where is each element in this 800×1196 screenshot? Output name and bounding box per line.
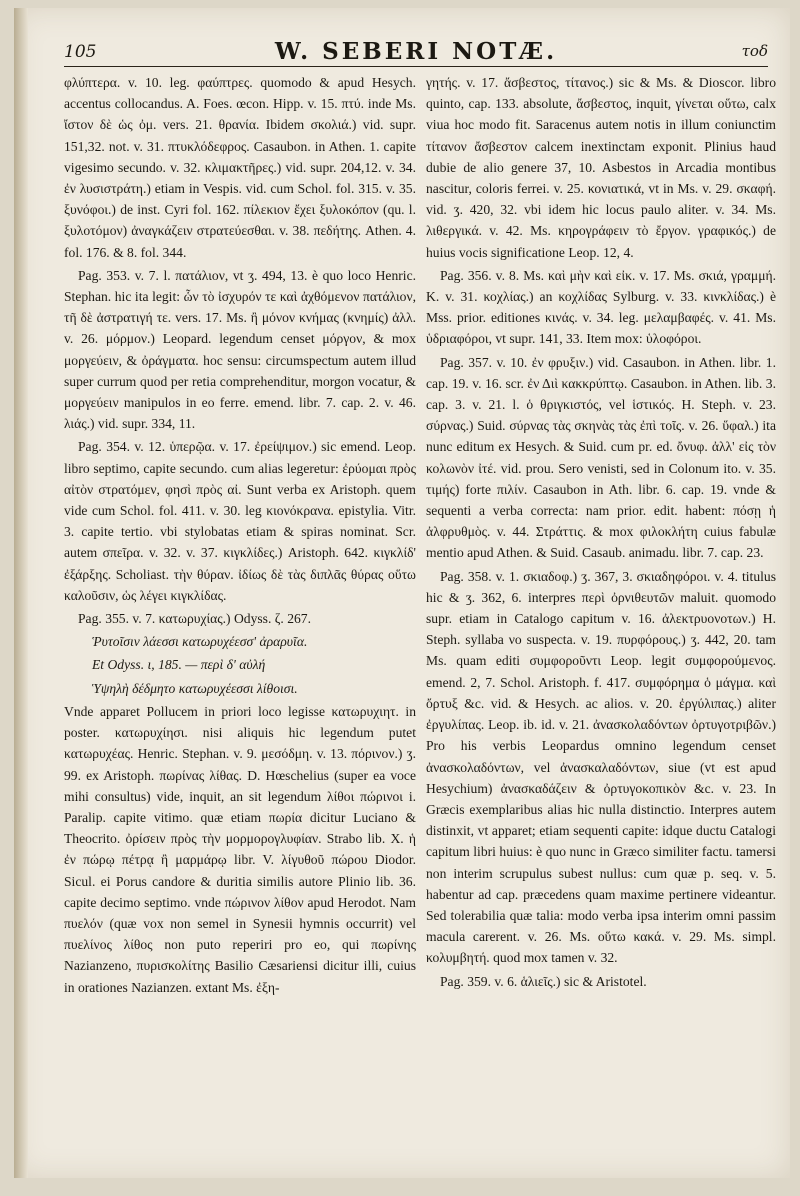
page-gutter-edge: [14, 8, 28, 1178]
verse-quote: Et Odyss. ι, 185. — περὶ δ' αὐλή: [92, 657, 266, 673]
running-title: W. SEBERI NOTÆ.: [274, 38, 558, 65]
book-page: [14, 8, 790, 1178]
note-paragraph: γητής. v. 17. ἄσβεστος, τίτανος.) sic & Ms. & Dioscor. libro quinto, cap. 133. absolute, ἄσβεστος, inquit, γίνεται οὕτω, calx viua hoc modo fit. Saracenus autem notis in illum coniunctim τίτανον ἄσβεστον calcem inextinctam exponit. Plinius haud dubie de alio genere 37, 10. Asbestos in Arcadia montibus nascitur, coloris ferrei. v. 25. κονιατικά, vt in Ms. v. 29. σκαφή. vid. ʒ. 420, 32. vbi idem hic locus paulo aliter. v. 34. Ms. λιθεργικά. v. 42. Ms. κηρογράφειν τὸ ἔργον. γραφικός.) de huius vocis significatione Leop. 12, 4.: [426, 75, 776, 260]
note-paragraph: Pag. 356. v. 8. Ms. καὶ μὴν καὶ εἰκ. v. 17. Ms. σκιά, γραμμή. K. v. 31. κοχλίας.) an κοχλίδας Sylburg. v. 33. κινκλίδας.) è Mss. prior. editiones κινάς. v. 34. leg. μελαμβαφές. v. 41. Ms. ὑδριαφόροι, vt supr. 141, 33. Item mox: ὑλοφόροι.: [426, 267, 776, 347]
note-paragraph: Pag. 354. v. 12. ὑπερῷα. v. 17. ἐρείψιμον.) sic emend. Leop. libro septimo, capite secundo. cum alias legeretur: ἐρύομαι πρὸς αἰτὸν στρατόμεν, φησὶ πρὸς αἰ. Sunt verba ex Aristoph. quem vide cum Schol. fol. 411. v. 30. leg κιονόκρανα. epistylia. Vitr. 3. capite tertio. vbi stylobatas etiam & spiras nominat. Scr. autem σπεῖρα. v. 32. v. 37. κιγκλίδες.) Aristoph. 642. κιγκλίδ' ἐξάρξης. Scholiast. τὴν θύραν. ἰδίως δὲ τὰς διπλᾶς θύρας οὕτω καλοῦσιν, ὡς λέγει κιγκλίδας.: [64, 439, 416, 603]
note-paragraph: Pag. 358. v. 1. σκιαδοφ.) ʒ. 367, 3. σκιαδηφόροι. v. 4. titulus hic & ʒ. 362, 6. interpres περὶ ὀρνιθευτῶν maluit. quomodo supr. etiam in Catalogo capitum v. 16. ἀλεκτρυονοτων.) H. Steph. syllaba νο suspecta. v. 19. πυρφόρους.) ʒ. 442, 20. tam Ms. quam editi συμφοροῦντι Leop. legit συμφορούμενος. emend. 2, 7. Schol. Aristoph. f. 417. συμφόρημα ὁ μάγμα. καὶ ὄρτυξ &c. vid. & Hesych. ac alios. v. 20. ἐργύλιπας.) aliter ἐργυλίπας. Leop. ib. id. v. 21. ἀνασκολαδόντων ὀρτυγοτριβῶν.) Pro his verbis Leopardus omnino legendum censet ἀνασκολαδόντων, vel ἀνασκαλαδόντων, siue (vt est apud Hesychium) ἀνασκαδάζειν & ὀρτυγοκοπικὸν &c. v. 23. In Græcis exemplaribus alias hic nulla distinctio. Interpres autem distinxit, vt apparet; etiam sequenti capite: idque ductu Catalogi capitum libri huius: è quo nunc in Græco similiter factu. tamersi non interim scrupulus subest nullus: cum quæ p. seq. v. 5. habentur ad cap. præcedens quam maxime pertinere videantur. Sed tolerabilia quæ talia: modo verba ipsa interim omni passim macula carerent. v. 26. Ms. οὕτω κακά. v. 29. Ms. simpl. κολυμβητή. quod mox tamen v. 32.: [426, 568, 776, 966]
right-column: [426, 72, 776, 1174]
note-paragraph: Vnde apparet Pollucem in priori loco legisse κατωρυχιητ. in poster. κατωρυχίησι. nisi aliquis hic legendum putet κατωρυχέας. Henric. Stephan. v. 9. μεσόδμη. v. 13. πόρινον.) ʒ. 99. ex Aristoph. πωρίνας λίθας. D. Hœschelius (super ea voce mihi consultus) vide, inquit, an sit legendum λίθοι πώρινοι i. Paralip. capite vitimo. quæ etiam πωρία dicitur Luciano & Theocrito. ὀρίσειν πρὸς τὴν μορμορογλυφίαν. Strabo lib. X. ἡ ἐν πώρῳ πέτρᾳ ἢ μαρμάρῳ libr. V. λίγυθοῦ πώρου Diodor. Sicul. ei Porus candore & duritia similis autore Plinio lib. 36. capite decimo septimo. vnde πώρινον λίθον apud Herodot. Nam πυελόν (quæ vox non semel in Synesii hymnis occurrit) vel πυελίνος λίθος non puto reperiri pro eo, qui πωρίνης Nazianzeno, πυρισκολίτης Basilio Cæsariensi dicitur illi, cuius in orationes Nazianzen. extant Ms. ἐξη-: [64, 703, 416, 995]
verse-quote: Ὑψηλὴ δέδμητο κατωρυχέεσσι λίθοισι.: [92, 680, 298, 696]
note-paragraph: Pag. 353. v. 7. l. πατάλιον, vt ʒ. 494, 13. è quo loco Henric. Stephan. hic ita legit: ὧν τὸ ἰσχυρόν τε καὶ ἀχθόμενον πατάλιον, τῆ δὲ ἀστρατιγή τε. vers. 17. Ms. ἢ μόνον κνήμας (κνημίς) ἀλλ. v. 26. μόρμον.) Leopard. legendum censet μόργον, & mox μοργεύειν, & ὀράγματα. hoc sensu: circumspectum autem illud super currum quod per retia comprehenditur, morgon vocatur, & μοργεύειν manipulos in eo ferre. emend. libr. 7. cap. 2. v. 46. λιάς.) vid. supr. 334, 11.: [64, 267, 416, 432]
page-header: [64, 38, 768, 67]
page-number: 105: [64, 42, 97, 62]
left-column: [64, 72, 416, 1174]
note-paragraph: φλύπτερα. v. 10. leg. φαύπτρες. quomodo & apud Hesych. accentus collocandus. A. Foes. œcon. Hipp. v. 15. πτύ. inde Ms. ἴστον δὲ ὡς ὀμ. vers. 21. θρανία. Ibidem σκολιά.) vid. supr. 151,32. not. v. 31. πτυκλόδεφρος. Casaubon. in Athen. 1. capite vigesimo secundo. v. 32. κλιμακτῆρες.) vid. supr. 204,12. v. 34. ἐν λυσιστράτη.) etiam in Vespis. vid. cum Schol. fol. 315. v. 35. ξυνόφοι.) de inst. Cyri fol. 162. πίλεκιον ἔχει ξυλοκόπον (qu. l. ξυλοτόμον) ἀναγκάζειν στρατεύεσθαι. v. 38. πεδήτης. Athen. 4. fol. 176. & 8. fol. 344.: [64, 75, 416, 260]
note-paragraph: Pag. 359. v. 6. ἁλιεῖς.) sic & Aristotel.: [440, 973, 647, 989]
verse-quote: Ῥυτοῖσιν λάεσσι κατωρυχέεσσ' ἀραρυῖα.: [92, 634, 308, 650]
header-catchword: τοδ: [741, 42, 768, 60]
note-paragraph: Pag. 355. v. 7. κατωρυχίας.) Odyss. ζ. 267.: [78, 611, 311, 627]
note-paragraph: Pag. 357. v. 10. ἐν φρυξιν.) vid. Casaubon. in Athen. libr. 1. cap. 19. v. 16. scr. ἐν Διὶ κακκρύπτῳ. Casaubon. in Athen. lib. 3. cap. 3. v. 21. l. ὁ θριγκιστός, vel ἱστικός. H. Steph. v. 23. σύρνας.) Suid. σύρνας τὰς σκηνὰς τὰς ἐπὶ τοῖς. v. 26. ὕφαλ.) ita nunc editum ex Hesych. & Suid. cum pr. ed. ὄνυφ. ἀλλ' εἰς τὸν κολωνὸν ἰτέ. vid. prou. Sero venisti, sed in Colonum ito. v. 35. τιμής) forte πιλίν. Casaubon in Ath. libr. 6. cap. 19. vnde & sequenti a verba correcta: nam prior. edit. habent: πόσῃ ἡ ἀλφρυθμὸς. v. 44. Στράττις. & mox φιλοκλήτη cuius fabulæ mentio apud Athen. & Suid. Casaub. animadu. libr. 7. cap. 23.: [426, 354, 776, 561]
